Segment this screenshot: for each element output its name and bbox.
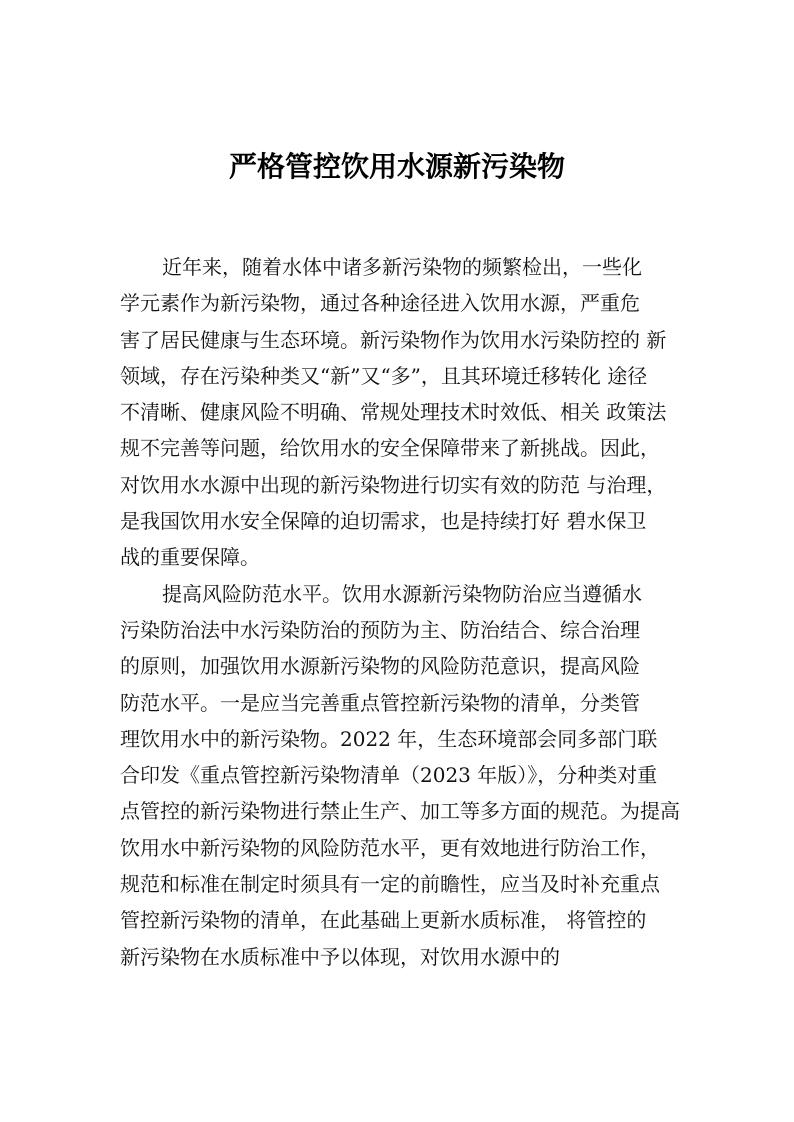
paragraph-2-line-9: 规范和标准在制定时须具有一定的前瞻性，应当及时补充重点 bbox=[120, 872, 660, 897]
paragraph-2-line-4: 防范水平。一是应当完善重点管控新污染物的清单，分类管 bbox=[120, 690, 640, 715]
paragraph-2-line-1: 提高风险防范水平。饮用水源新污染物防治应当遵循水 bbox=[162, 581, 642, 606]
paragraph-2-line-8: 饮用水中新污染物的风险防范水平，更有效地进行防治工作， bbox=[120, 835, 660, 860]
paragraph-2-line-11: 新污染物在水质标准中予以体现，对饮用水源中的 bbox=[120, 944, 560, 969]
paragraph-1-line-2: 学元素作为新污染物，通过各种途径进入饮用水源，严重危 bbox=[120, 291, 640, 316]
paragraph-2-line-10: 管控新污染物的清单，在此基础上更新水质标准， 将管控的 bbox=[120, 908, 647, 933]
paragraph-2-line-6: 合印发《重点管控新污染物清单（2023 年版）》，分种类对重 bbox=[120, 763, 658, 788]
paragraph-1-line-4: 领域，存在污染种类又“新”又“多”，且其环境迁移转化 途径 bbox=[120, 363, 648, 388]
document-title: 严格管控饮用水源新污染物 bbox=[228, 150, 565, 183]
paragraph-1-line-6: 规不完善等问题，给饮用水的安全保障带来了新挑战。因此， bbox=[120, 436, 660, 461]
paragraph-1-line-8: 是我国饮用水安全保障的迫切需求，也是持续打好 碧水保卫 bbox=[120, 509, 647, 534]
paragraph-1-line-5: 不清晰、健康风险不明确、常规处理技术时效低、相关 政策法 bbox=[120, 400, 667, 425]
paragraph-1-line-1: 近年来，随着水体中诸多新污染物的频繁检出，一些化 bbox=[162, 255, 642, 279]
paragraph-2-line-5: 理饮用水中的新污染物。2022 年，生态环境部会同多部门联 bbox=[120, 726, 658, 751]
paragraph-2-line-2: 污染防治法中水污染防治的预防为主、防治结合、综合治理 bbox=[120, 617, 640, 642]
paragraph-1-line-7: 对饮用水水源中出现的新污染物进行切实有效的防范 与治理， bbox=[120, 472, 667, 497]
paragraph-2-line-7: 点管控的新污染物进行禁止生产、加工等多方面的规范。为提高 bbox=[120, 799, 680, 824]
document-body bbox=[120, 249, 700, 975]
paragraph-1-line-9: 战的重要保障。 bbox=[120, 545, 260, 570]
paragraph-2-line-3: 的原则，加强饮用水源新污染物的风险防范意识，提高风险 bbox=[120, 654, 640, 679]
paragraph-1-line-3: 害了居民健康与生态环境。新污染物作为饮用水污染防控的 新 bbox=[120, 327, 667, 352]
